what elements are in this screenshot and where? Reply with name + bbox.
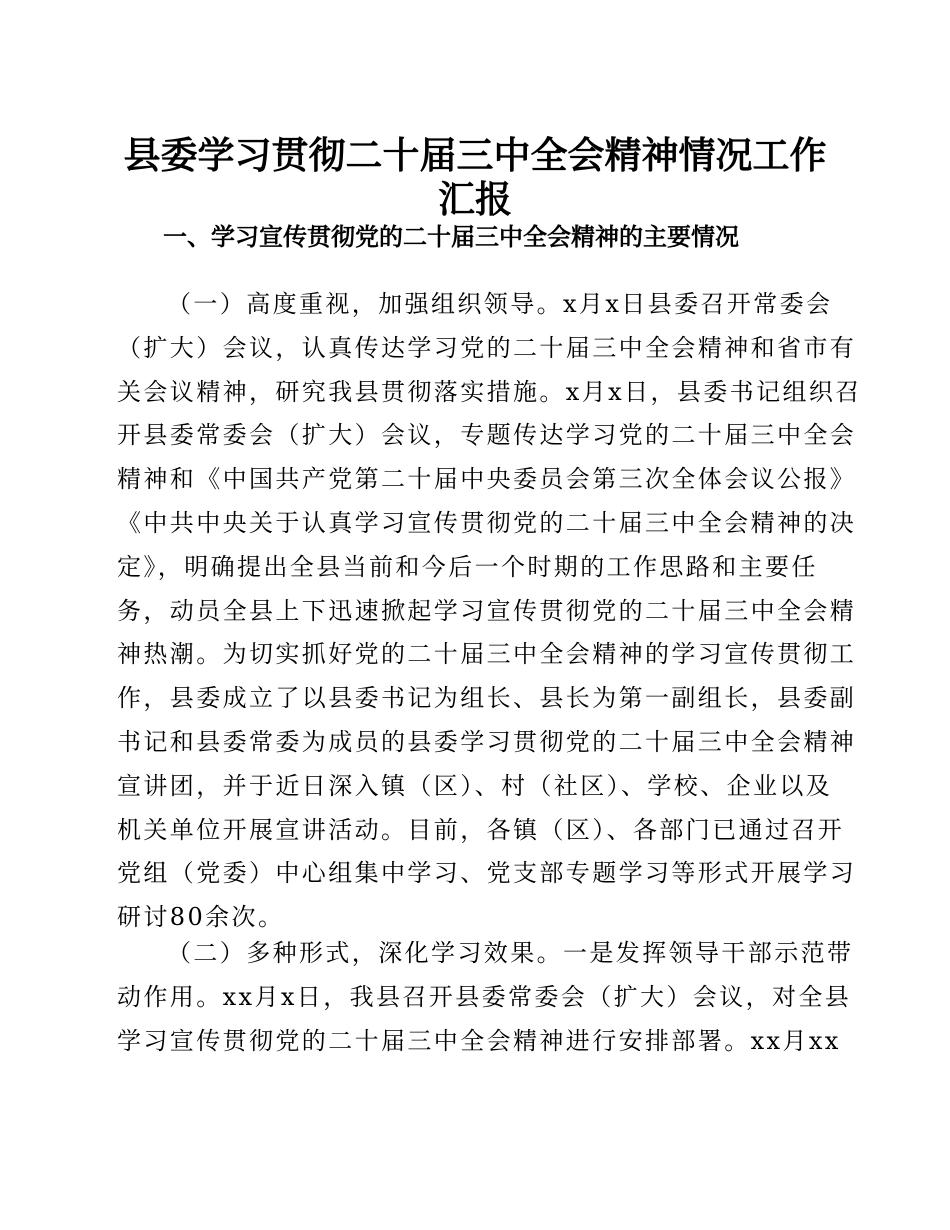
paragraph-learning-effect [117,932,854,1063]
document-title: 县委学习贯彻二十届三中全会精神情况工作汇报 [123,133,827,221]
section-heading: 一、学习宣传贯彻党的二十届三中全会精神的主要情况 [163,223,739,251]
paragraph-line: （扩大）会议，认真传达学习党的二十届三中全会精神和省市有 [117,333,857,362]
paragraph-line: 定》，明确提出全县当前和今后一个时期的工作思路和主要任 [117,552,818,581]
paragraph-line: 党组（党委）中心组集中学习、党支部专题学习等形式开展学习 [117,859,857,888]
paragraph-line: 《中共中央关于认真学习宣传贯彻党的二十届三中全会精神的决 [117,508,857,537]
paragraph-line: 关会议精神，研究我县贯彻落实措施。x月x日，县委书记组织召 [117,377,862,406]
paragraph-line: 作，县委成立了以县委书记为组长、县长为第一副组长，县委副 [117,684,857,713]
paragraph-line: 学习宣传贯彻党的二十届三中全会精神进行安排部署。xx月xx [117,1026,841,1055]
paragraph-line: 务，动员全县上下迅速掀起学习宣传贯彻党的二十届三中全会精 [117,596,857,625]
paragraph-line: 精神和《中国共产党第二十届中央委员会第三次全体会议公报》 [117,465,857,494]
paragraph-line: 开县委常委会（扩大）会议，专题传达学习党的二十届三中全会 [117,421,857,450]
paragraph-line: 书记和县委常委为成员的县委学习贯彻党的二十届三中全会精神 [117,727,857,756]
paragraph-line: 宣讲团，并于近日深入镇（区）、村（社区）、学校、企业以及 [117,771,833,800]
paragraph-line: （一）高度重视，加强组织领导。x月x日县委召开常委会 [167,290,833,318]
paragraph-organization-leadership [117,283,862,940]
paragraph-line: 研讨80余次。 [117,903,285,932]
paragraph-line: 机关单位开展宣讲活动。目前，各镇（区）、各部门已通过召开 [117,815,845,844]
paragraph-line: 神热潮。为切实抓好党的二十届三中全会精神的学习宣传贯彻工 [117,640,857,669]
paragraph-line: （二）多种形式，深化学习效果。一是发挥领导干部示范带 [167,939,854,967]
paragraph-line: 动作用。xx月x日，我县召开县委常委会（扩大）会议，对全县 [117,982,852,1011]
